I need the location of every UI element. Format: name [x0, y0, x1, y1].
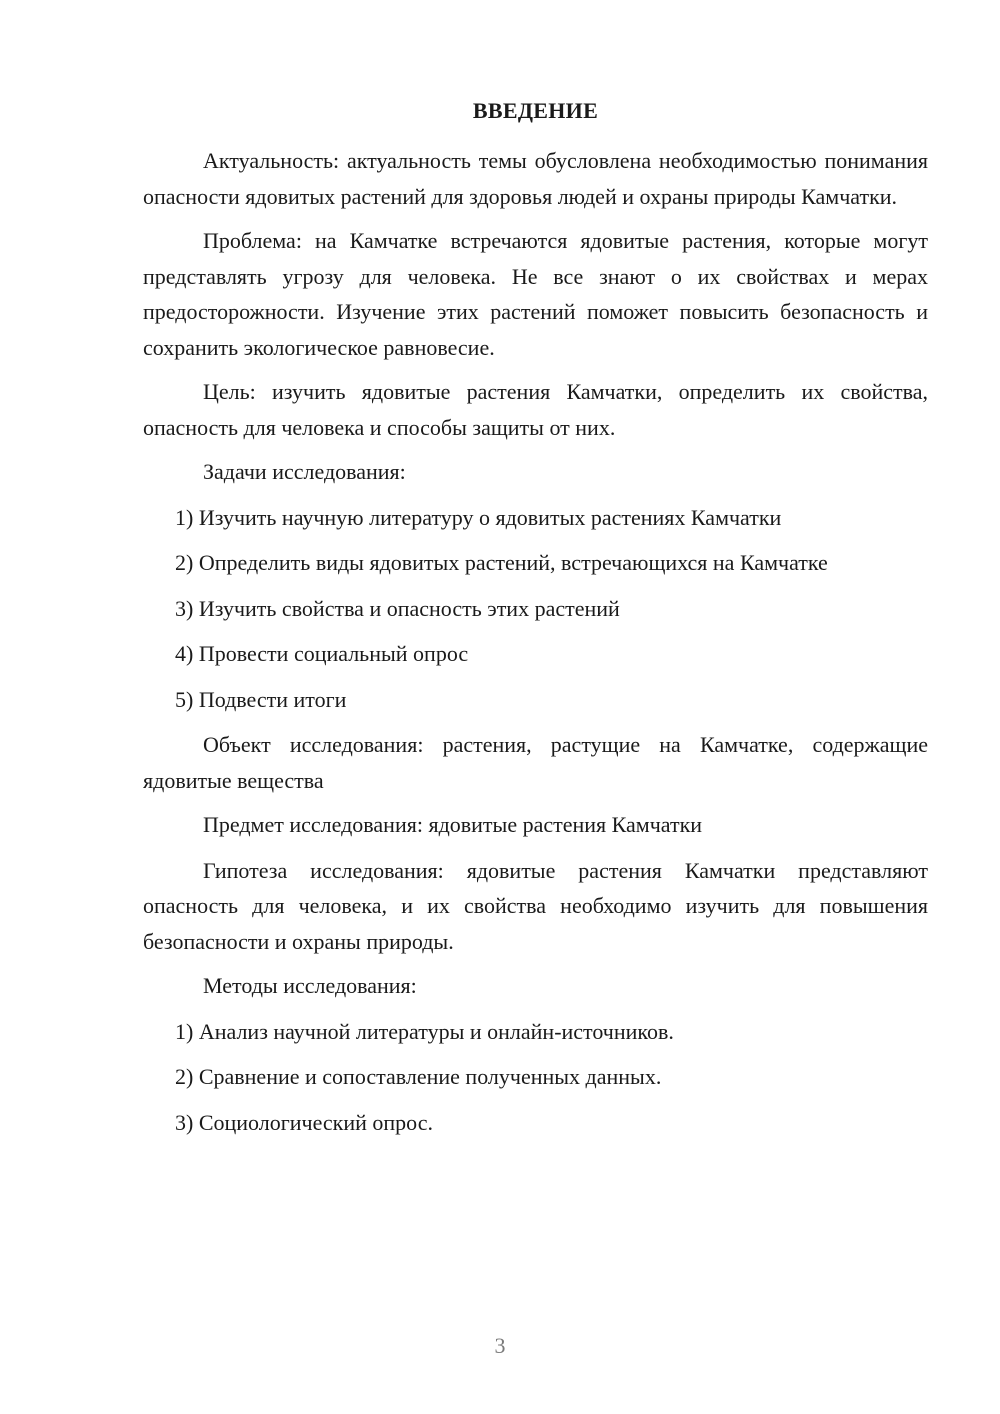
document-body [143, 92, 928, 1150]
tasks-list [143, 500, 928, 718]
goal-paragraph: Цель: изучить ядовитые растения Камчатки, определить их свойства, опасность для человека и способы защиты от них. [143, 379, 928, 440]
relevance-paragraph: Актуальность: актуальность темы обусловлена необходимостью понимания опасности ядовитых растений для здоровья людей и охраны природы Камчатки. [143, 148, 928, 209]
list-item: 1) Изучить научную литературу о ядовитых растениях Камчатки [175, 504, 782, 530]
tasks-title: Задачи исследования: [203, 459, 406, 484]
list-item: 2) Сравнение и сопоставление полученных данных. [175, 1064, 662, 1089]
list-item: 1) Анализ научной литературы и онлайн-источников. [175, 1018, 674, 1044]
hypothesis-paragraph: Гипотеза исследования: ядовитые растения Камчатки представляют опасность для человека, и их свойства необходимо изучить для повышения безопасности и охраны природы. [143, 857, 928, 954]
problem-paragraph: Проблема: на Камчатке встречаются ядовитые растения, которые могут представлять угрозу для человека. Не все знают о их свойствах и мерах предосторожности. Изучение этих растений поможет повысить безопасность и сохранить экологическое равновесие. [143, 228, 928, 360]
list-item: 3) Изучить свойства и опасность этих растений [175, 595, 620, 621]
methods-list [143, 1014, 928, 1141]
section-heading: ВВЕДЕНИЕ [472, 98, 599, 123]
page-number: 3 [494, 1333, 506, 1358]
list-item: 5) Подвести итоги [175, 686, 347, 712]
object-paragraph: Объект исследования: растения, растущие на Камчатке, содержащие ядовитые вещества [143, 732, 928, 793]
methods-title: Методы исследования: [203, 973, 417, 998]
list-item: 4) Провести социальный опрос [175, 641, 469, 666]
subject-paragraph: Предмет исследования: ядовитые растения Камчатки [203, 812, 703, 837]
list-item: 2) Определить виды ядовитых растений, встречающихся на Камчатке [175, 550, 828, 575]
list-item: 3) Социологический опрос. [175, 1109, 433, 1135]
